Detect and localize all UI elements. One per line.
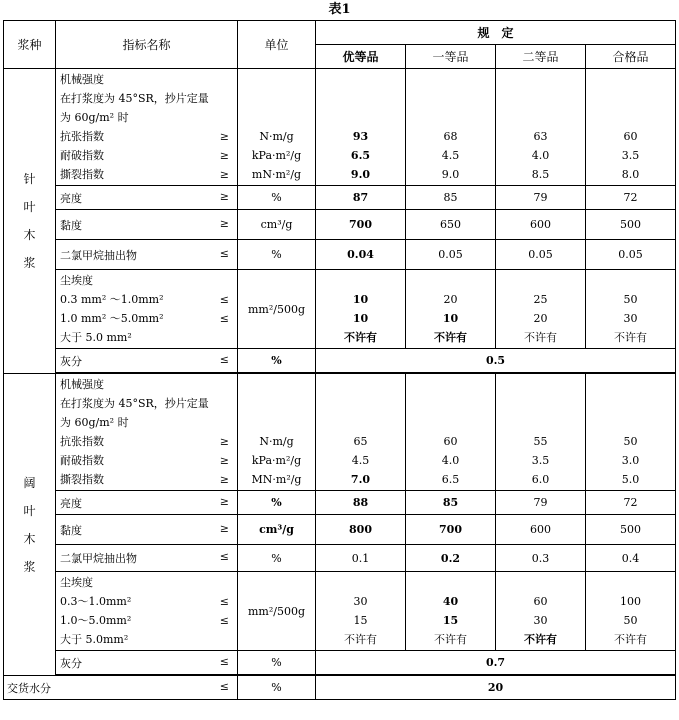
softwood-strength-second: 63 4.0 8.5 — [496, 69, 586, 186]
softwood-strength-qualified: 60 3.5 8.0 — [586, 69, 676, 186]
hardwood-dcm-row: 二氯甲烷抽出物 ≤ % 0.1 0.2 0.3 0.4 — [4, 545, 676, 572]
hardwood-strength-premium: 65 4.5 7.0 — [316, 374, 406, 491]
table-title: 表1 — [328, 2, 351, 17]
species-hardwood: 阔 叶 木 浆 — [4, 374, 56, 676]
hardwood-strength-first: 60 4.0 6.5 — [406, 374, 496, 491]
hardwood-dust-row: 尘埃度 0.3～1.0mm² ≤ 1.0～5.0mm² ≤ 大于 5.0mm² mm²/500g 30 15 不许有 40 15 不许有 60 30 不许有 100 50 不许有 — [4, 572, 676, 651]
spec-table — [3, 20, 676, 700]
softwood-strength-first: 68 4.5 9.0 — [406, 69, 496, 186]
header-indicator: 指标名称 — [56, 21, 238, 69]
header-species: 浆种 — [4, 21, 56, 69]
header-unit: 单位 — [238, 21, 316, 69]
header-grade-second: 二等品 — [496, 45, 586, 69]
hardwood-strength-second: 55 3.5 6.0 — [496, 374, 586, 491]
header-grade-qualified: 合格品 — [586, 45, 676, 69]
softwood-strength-names: 机械强度 在打浆度为 45°SR，抄片定量 为 60g/m² 时 抗张指数 ≥ 耐破指数 ≥ 撕裂指数 ≥ — [56, 69, 238, 186]
header-spec: 规 定 — [316, 21, 676, 45]
softwood-viscosity-row: 黏度 ≥ cm³/g 700 650 600 500 — [4, 210, 676, 240]
softwood-strength-units: N·m/g kPa·m²/g mN·m²/g — [238, 69, 316, 186]
softwood-ash-row: 灰分 ≤ % 0.5 — [4, 349, 676, 373]
moisture-row: 交货水分 ≤ % 20 — [4, 676, 676, 700]
species-softwood: 针 叶 木 浆 — [4, 69, 56, 374]
softwood-brightness-row: 亮度 ≥ % 87 85 79 72 — [4, 186, 676, 210]
hardwood-brightness-row: 亮度 ≥ % 88 85 79 72 — [4, 491, 676, 515]
hardwood-viscosity-row: 黏度 ≥ cm³/g 800 700 600 500 — [4, 515, 676, 545]
hardwood-strength-qualified: 50 3.0 5.0 — [586, 374, 676, 491]
hardwood-ash-row: 灰分 ≤ % 0.7 — [4, 651, 676, 675]
softwood-strength-premium: 93 6.5 9.0 — [316, 69, 406, 186]
hardwood-strength-units: N·m/g kPa·m²/g MN·m²/g — [238, 374, 316, 491]
header-grade-premium: 优等品 — [316, 45, 406, 69]
hardwood-strength-names: 机械强度 在打浆度为 45°SR，抄片定量 为 60g/m² 时 抗张指数 ≥ 耐破指数 ≥ 撕裂指数 ≥ — [56, 374, 238, 491]
softwood-dcm-row: 二氯甲烷抽出物 ≤ % 0.04 0.05 0.05 0.05 — [4, 240, 676, 270]
softwood-dust-row: 尘埃度 0.3 mm² ～1.0mm² ≤ 1.0 mm² ～5.0mm² ≤ 大于 5.0 mm² mm²/500g 10 10 不许有 20 10 不许有 25 20 不许有 50 30 不许有 — [4, 270, 676, 349]
header-grade-first: 一等品 — [406, 45, 496, 69]
